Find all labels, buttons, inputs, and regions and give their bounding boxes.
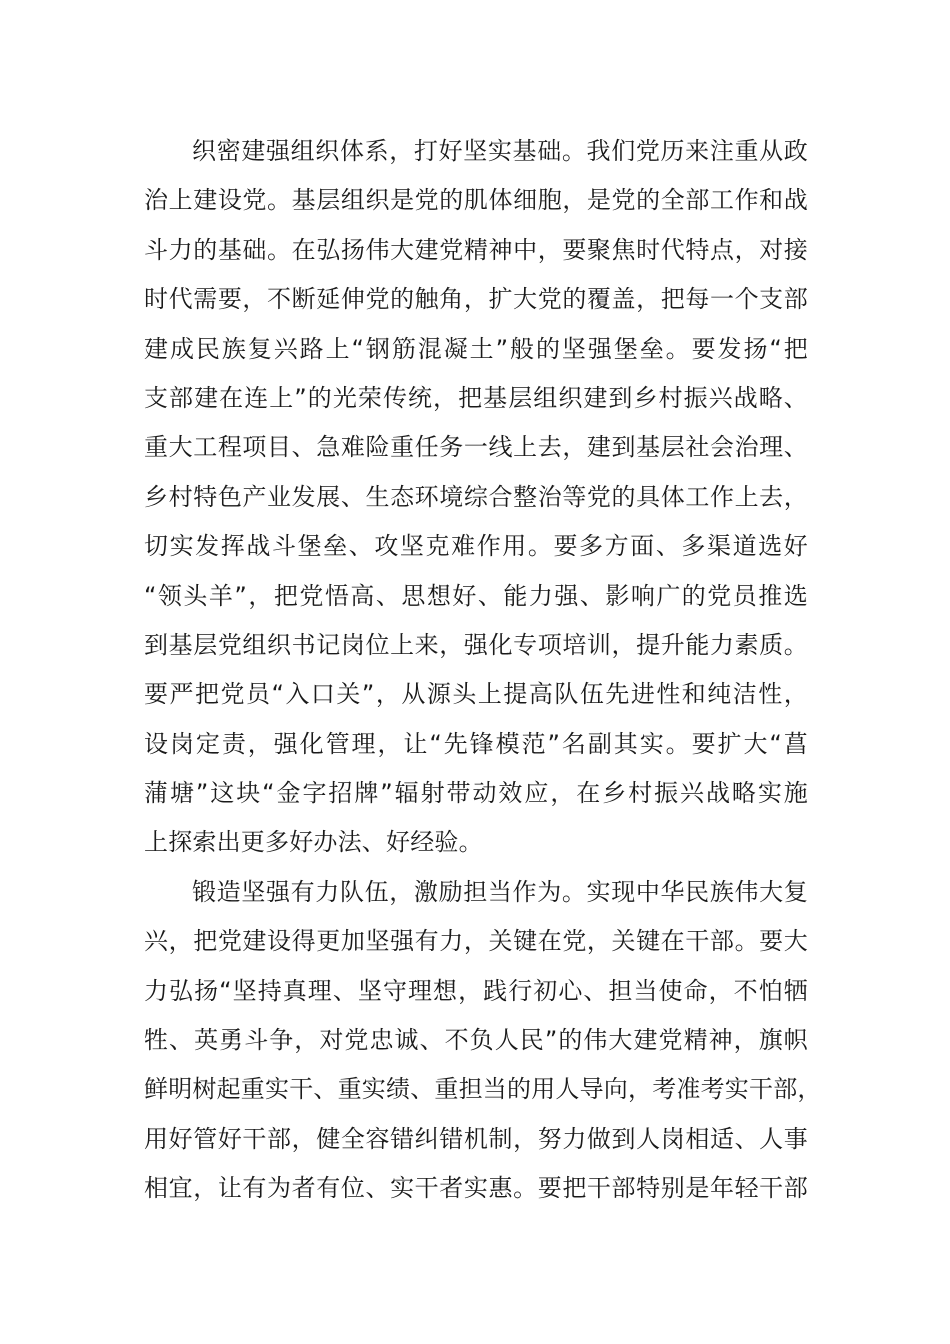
paragraph-line: 织密建强组织体系，打好坚实基础。我们党历来注重从政 (192, 137, 808, 165)
body-text (144, 127, 822, 1214)
paragraph-line: 鲜明树起重实干、重实绩、重担当的用人导向，考准考实干部， (144, 1075, 822, 1104)
paragraph-line: 要严把党员“入口关”，从源头上提高队伍先进性和纯洁性， (144, 680, 808, 709)
paragraph-line: 切实发挥战斗堡垒、攻坚克难作用。要多方面、多渠道选好 (144, 532, 808, 561)
paragraph-line: 牲、英勇斗争，对党忠诚、不负人民”的伟大建党精神，旗帜 (144, 1026, 808, 1055)
paragraph-line: 力弘扬“坚持真理、坚守理想，践行初心、担当使命，不怕牺 (144, 976, 808, 1005)
paragraph-line: 到基层党组织书记岗位上来，强化专项培训，提升能力素质。 (144, 630, 808, 659)
paragraph-line: 相宜，让有为者有位、实干者实惠。要把干部特别是年轻干部 (144, 1174, 808, 1203)
paragraph-line: 斗力的基础。在弘扬伟大建党精神中，要聚焦时代特点，对接 (144, 235, 808, 264)
paragraph-line: 乡村特色产业发展、生态环境综合整治等党的具体工作上去， (144, 482, 808, 511)
paragraph-line: 建成民族复兴路上“钢筋混凝土”般的坚强堡垒。要发扬“把 (144, 334, 808, 363)
paragraph-line: 时代需要，不断延伸党的触角，扩大党的覆盖，把每一个支部 (144, 285, 808, 314)
paragraph-line: “领头羊”，把党悟高、思想好、能力强、影响广的党员推选 (144, 581, 808, 610)
paragraph-line: 兴，把党建设得更加坚强有力，关键在党，关键在干部。要大 (144, 927, 808, 956)
paragraph-line: 支部建在连上”的光荣传统，把基层组织建到乡村振兴战略、 (144, 383, 808, 412)
paragraph-line: 蒲塘”这块“金字招牌”辐射带动效应，在乡村振兴战略实施 (144, 779, 808, 808)
paragraph-line: 用好管好干部，健全容错纠错机制，努力做到人岗相适、人事 (144, 1124, 808, 1153)
paragraph-line: 重大工程项目、急难险重任务一线上去，建到基层社会治理、 (144, 433, 808, 462)
paragraph-line: 治上建设党。基层组织是党的肌体细胞，是党的全部工作和战 (144, 186, 808, 215)
paragraph-line: 锻造坚强有力队伍，激励担当作为。实现中华民族伟大复 (192, 877, 808, 906)
paragraph-2 (144, 868, 822, 1214)
paragraph-line: 上探索出更多好办法、好经验。 (144, 828, 483, 857)
paragraph-1 (144, 127, 808, 868)
paragraph-line: 设岗定责，强化管理，让“先锋模范”名副其实。要扩大“菖 (144, 729, 808, 758)
